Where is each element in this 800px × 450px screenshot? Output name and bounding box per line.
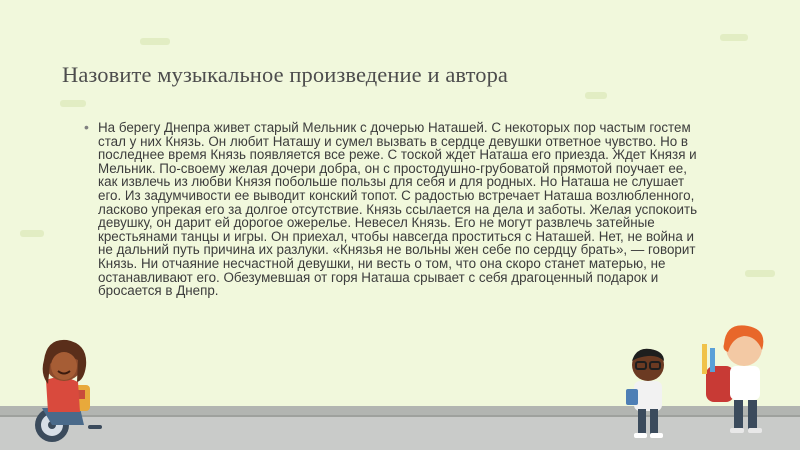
floor-line [0,415,800,417]
floor [0,415,800,450]
floor-edge [0,406,800,415]
slide-body-text: На берегу Днепра живет старый Мельник с дочерью Наташей. С некоторых пор частым гостем стал у них Князь. Он любит Наташу и сумел вызвать в сердце девушки ответное чувство. Но в последнее время Князь появляется все реже. С тоской ждет Наташа его приезда. Ждет Князя и Мельник. По-своему желая дочери добра, он с простодушно-грубоватой прямотой поучает ее, как извлечь из любви Князя побольше пользы для себя и для родных. Но Наташа не слушает его. Из задумчивости ее выводит конский топот. С радостью встречает Наташа возлюбленного, ласково упрекая его за долгое отсутствие. Князь ссылается на дела и заботы. Желая успокоить девушку, он дарит ей дорогое ожерелье. Невесел Князь. Его не могут развлечь затейные крестьянами танцы и игры. Он приехал, чтобы навсегда проститься с Наташей. Нет, не война и не дальний путь причина их разлуки. «Князья не вольны жен себе по сердцу брать», — говорит Князь. Ни отчаяние несчастной девушки, ни весть о том, что она скоро станет матерью, не останавливают его. Обезумевшая от горя Наташа срывает с себя драгоценный подарок и бросается в Днепр. [98,120,698,299]
background-decoration [745,270,775,277]
background-decoration [20,230,44,237]
girl-in-wheelchair-illustration [22,330,112,445]
background-decoration [720,34,748,41]
background-decoration [585,92,607,99]
background-decoration [140,38,170,45]
boy-with-glasses-illustration [618,345,678,443]
slide-title: Назовите музыкальное произведение и автора [62,62,509,87]
red-haired-boy-with-backpack-illustration [698,322,778,442]
bullet-marker: • [84,119,89,135]
background-decoration [60,100,86,107]
